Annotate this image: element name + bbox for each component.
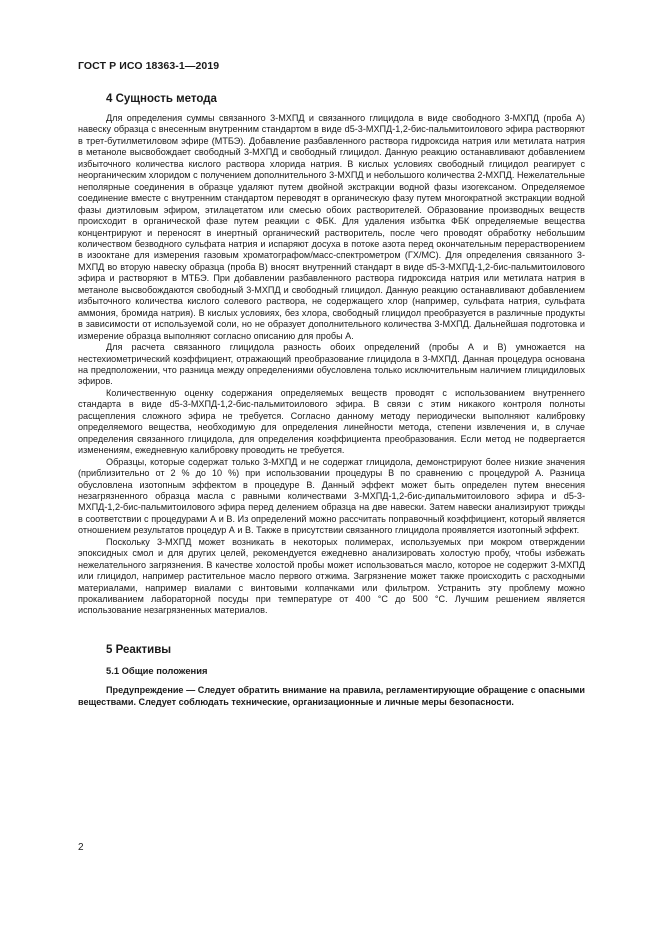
section-4-title: 4 Сущность метода	[106, 93, 217, 105]
section-4-paragraph-3: Количественную оценку содержания определяемых веществ проводят с использованием внутреннего стандарта в виде d5-3-МХПД-1,2-бис-пальмитоилового эфира. В связи с этим никакого контроля полноты расщепления сложного эфира не требуется. Согласно данному методу периодически выполняют калибровку определяемого вещества, необходимую для определения линейности метода, степени извлечения и, в случае определения связанного глицидола, для определения коэффициента преобразования. Если метод не подвергается изменениям, ежедневную калибровку проводить не требуется.	[78, 387, 585, 456]
page-content	[78, 92, 585, 708]
section-4-paragraph-5: Поскольку 3-МХПД может возникать в некоторых полимерах, используемых при мокром отверждении эпоксидных смол и для других целей, рекомендуется ежедневно анализировать холостую пробу, чтобы избежать нежелательного загрязнения. В качестве холостой пробы может использоваться масло, которое не содержит 3-МХПД или глицидол, например растительное масло первого отжима. Загрязнение может также происходить с расходными материалами, например виалами с винтовыми колпачками или фильтром. Устранить эту проблему можно прокаливанием лабораторной посуды при температуре от 400 °С до 500 °С. Лучшим решением является использование незагрязненных материалов.	[78, 536, 585, 616]
section-4-paragraph-2: Для расчета связанного глицидола разность обоих определений (пробы А и В) умножается на нестехиометрический коэффициент, отражающий преобразование глицидола в 3-МХПД. Данная процедура основана на предположении, что разница между определениями обусловлена только исключительным наличием глицидиловых эфиров.	[78, 342, 585, 387]
section-4-paragraph-4: Образцы, которые содержат только 3-МХПД и не содержат глицидола, демонстрируют более низкие значения (приблизительно от 2 % до 10 %) при использовании процедуры В по сравнению с процедурой А. Разница обусловлена изотопным эффектом в процедуре В. Данный эффект может быть определен путем внесения незагрязненного образца масла с равными количествами 3-МХПД-1,2-бис-дипальмитоилового эфира и d5-3-МХПД-1,2-бис-пальмитоилового эфира перед делением образца на две навески. Затем навески анализируют трижды в соответствии с процедурами А и В. Из определений можно рассчитать поправочный коэффициент, который является отношением результатов процедур А и В. Также в присутствии связанного глицидола проявляется изотопный эффект.	[78, 456, 585, 536]
document-header: ГОСТ Р ИСО 18363-1—2019	[78, 60, 220, 72]
section-4-paragraph-1: Для определения суммы связанного 3-МХПД и связанного глицидола в виде свободного 3-МХПД (проба А) навеску образца с внесенным внутренним стандартом в виде d5-3-МХПД-1,2-бис-пальмитоилового эфира растворяют в трет-бутилметиловом эфире (МТБЭ). Добавление разбавленного раствора гидроксида натрия или метилата натрия в метаноле высвобождает свободный 3-МХПД и свободный глицидол. Данную реакцию останавливают добавлением избыточного количества кислого раствора хлорида натрия. В кислых условиях свободный глицидол реагирует с неорганическим хлоридом с получением дополнительного 3-МХПД и небольшого количества 2-МХПД. Нежелательные неполярные соединения в образце удаляют путем двойной экстракции водной фазы изогексаном. Определяемое соединение вместе с внутренним стандартом переводят в органическую фазу путем многократной экстракции водной фазы диэтиловым эфиром, этилацетатом или смесью обоих растворителей. Образование производных веществ происходит в органической фазе путем реакции с ФБК. Для удаления избытка ФБК определяемые вещества концентрируют и переносят в инертный органический растворитель, после чего проводят обработку небольшим количеством безводного сульфата натрия и испаряют досуха в потоке азота перед окончательным перерастворением в изооктане для измерения газовым хроматографом/масс-спектрометром (ГХ/МС). Для определения связанного 3-МХПД во вторую навеску образца (проба В) вносят внутренний стандарт в виде d5-3-МХПД-1,2-бис-пальмитоилового эфира и растворяют в МТБЭ. При добавлении разбавленного раствора гидроксида натрия или метилата натрия в метаноле высвобождаются свободный 3-МХПД и свободный глицидол. Данную реакцию останавливают добавлением избыточного количества кислого солевого раствора, не содержащего хлор (например, сульфата натрия, сульфата аммония, бромида натрия). В кислых условиях, без хлора, свободный глицидол преобразуется в различные продукты в зависимости от используемой соли, но не образует дополнительного количества 3-МХПД. Дальнейшая подготовка и измерение образца выполняют согласно описанию для пробы А.	[78, 113, 585, 341]
section-5-title: 5 Реактивы	[106, 643, 172, 656]
safety-warning: Предупреждение — Следует обратить внимание на правила, регламентирующие обращение с опасными веществами. Следует соблюдать технические, организационные и личные меры безопасности.	[78, 684, 585, 707]
page-number: 2	[78, 842, 84, 853]
subsection-5-1-title: 5.1 Общие положения	[106, 664, 208, 676]
